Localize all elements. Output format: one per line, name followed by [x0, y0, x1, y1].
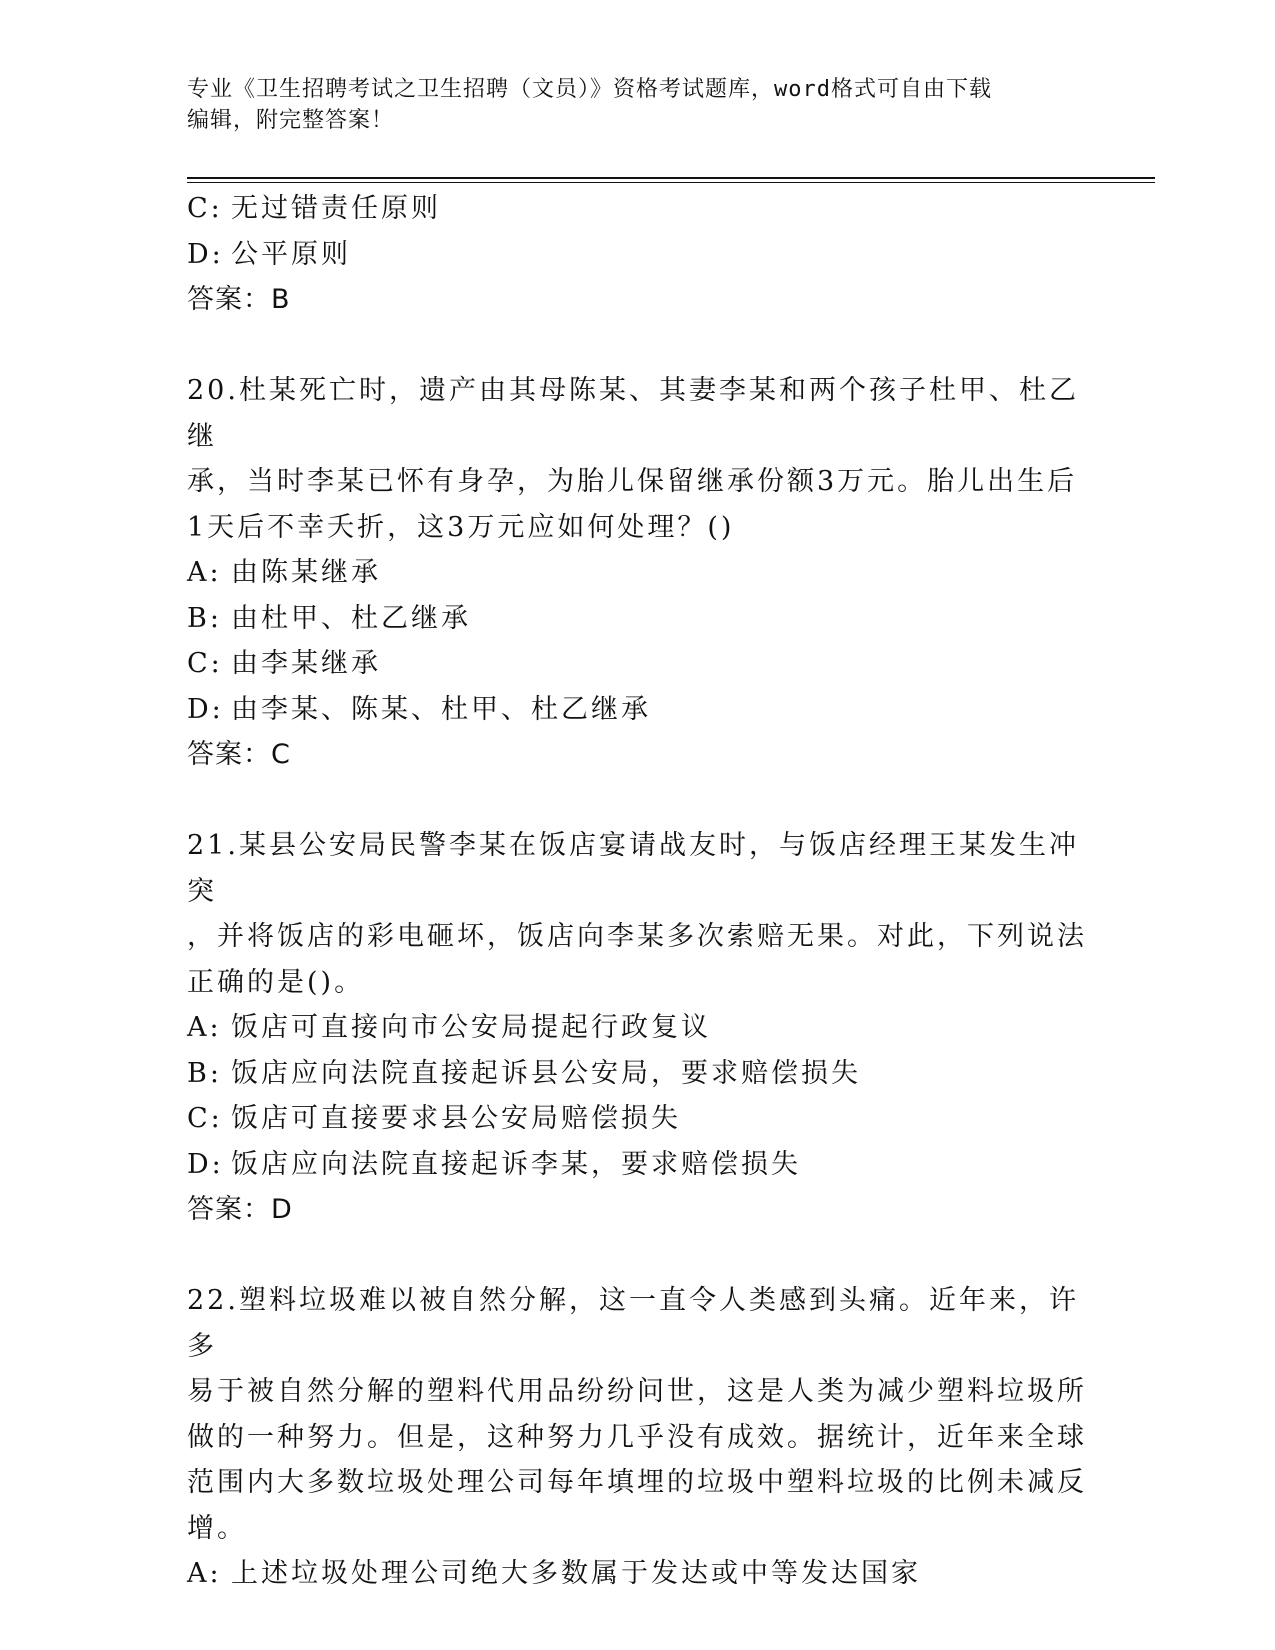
question-22	[187, 1278, 1087, 1597]
answer-label: 答案：D	[187, 1194, 293, 1225]
question-stem-line: 20.杜某死亡时，遗产由其母陈某、其妻李某和两个孩子杜甲、杜乙继	[187, 375, 1079, 452]
option-c: C: 饭店可直接要求县公安局赔偿损失	[187, 1103, 681, 1134]
question-stem-line: 1天后不幸夭折，这3万元应如何处理？()	[187, 511, 735, 543]
option-b: B: 饭店应向法院直接起诉县公安局，要求赔偿损失	[187, 1057, 861, 1089]
option-a: A: 由陈某继承	[187, 557, 381, 588]
question-19-tail	[187, 186, 1087, 323]
spacer	[187, 778, 1087, 824]
question-stem-line: 21.某县公安局民警李某在饭店宴请战友时，与饭店经理王某发生冲突	[187, 830, 1079, 907]
document-header	[187, 74, 1067, 136]
spacer	[187, 1233, 1087, 1279]
option-b: B: 由杜甲、杜乙继承	[187, 602, 471, 634]
question-stem-line: 易于被自然分解的塑料代用品纷纷问世，这是人类为减少塑料垃圾所	[187, 1376, 1087, 1407]
option-c: C: 由李某继承	[187, 648, 381, 679]
question-stem-line: 范围内大多数垃圾处理公司每年填埋的垃圾中塑料垃圾的比例未减反	[187, 1467, 1087, 1498]
answer-label: 答案：B	[187, 284, 291, 315]
question-stem-line: 增。	[187, 1512, 247, 1544]
question-21	[187, 823, 1087, 1233]
question-stem-line: 正确的是()。	[187, 966, 365, 998]
header-rule-thick	[187, 177, 1155, 179]
question-20	[187, 368, 1087, 778]
question-stem-line: 做的一种努力。但是，这种努力几乎没有成效。据统计，近年来全球	[187, 1421, 1087, 1453]
option-c: C: 无过错责任原则	[187, 193, 441, 224]
option-d: D: 由李某、陈某、杜甲、杜乙继承	[187, 693, 651, 725]
option-a: A: 饭店可直接向市公安局提起行政复议	[187, 1012, 711, 1043]
question-stem-line: ，并将饭店的彩电砸坏，饭店向李某多次索赔无果。对此，下列说法	[187, 921, 1087, 952]
spacer	[187, 323, 1087, 369]
header-line-2: 编辑，附完整答案！	[187, 108, 395, 133]
answer-label: 答案：C	[187, 739, 291, 770]
option-d: D: 公平原则	[187, 238, 351, 270]
header-line-1: 专业《卫生招聘考试之卫生招聘（文员）》资格考试题库，word格式可自由下载	[187, 77, 992, 102]
option-a: A: 上述垃圾处理公司绝大多数属于发达或中等发达国家	[187, 1558, 921, 1589]
question-stem-line: 22.塑料垃圾难以被自然分解，这一直令人类感到头痛。近年来，许多	[187, 1285, 1079, 1362]
option-d: D: 饭店应向法院直接起诉李某，要求赔偿损失	[187, 1148, 801, 1180]
question-list	[187, 186, 1087, 1597]
question-stem-line: 承，当时李某已怀有身孕，为胎儿保留继承份额3万元。胎儿出生后	[187, 466, 1078, 497]
header-rule-thin	[187, 182, 1155, 183]
